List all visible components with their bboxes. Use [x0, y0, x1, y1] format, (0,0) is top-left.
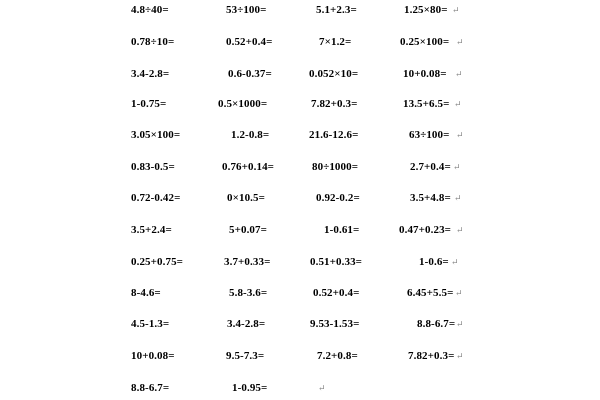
problem: 3.05×100= [131, 129, 181, 141]
problem: 53÷100= [226, 4, 267, 16]
paragraph-mark: ↵ [456, 351, 464, 361]
problem: 7×1.2= [319, 36, 352, 48]
problem: 5.1+2.3= [316, 4, 357, 16]
problem: 5+0.07= [229, 224, 267, 236]
problem: 0.51+0.33= [310, 256, 363, 268]
paragraph-mark: ↵ [456, 37, 464, 47]
problem: 5.8-3.6= [229, 287, 268, 299]
problem: 0.52+0.4= [313, 287, 360, 299]
problem: 7.82+0.3= [311, 98, 358, 110]
problem-row [0, 96, 600, 116]
paragraph-mark: ↵ [453, 162, 461, 172]
problem-row [0, 348, 600, 368]
problem: 21.6-12.6= [309, 129, 359, 141]
problem: 0.47+0.23= [399, 224, 452, 236]
paragraph-mark: ↵ [451, 257, 459, 267]
problem-row [0, 190, 600, 210]
paragraph-mark: ↵ [456, 225, 464, 235]
problem: 3.5+4.8= [410, 192, 451, 204]
problem: 63÷100= [409, 129, 450, 141]
paragraph-mark: ↵ [454, 99, 462, 109]
problem: 9.53-1.53= [310, 318, 360, 330]
problem: 1-0.75= [131, 98, 167, 110]
problem: 6.45+5.5= [407, 287, 454, 299]
problem: 0.5×1000= [218, 98, 268, 110]
problem-row [0, 380, 600, 400]
problem-row [0, 2, 600, 22]
problem: 2.7+0.4= [410, 161, 451, 173]
problem: 8-4.6= [131, 287, 161, 299]
paragraph-mark: ↵ [455, 288, 463, 298]
problem: 0.72-0.42= [131, 192, 181, 204]
problem: 3.4-2.8= [227, 318, 266, 330]
problem: 3.4-2.8= [131, 68, 170, 80]
paragraph-mark: ↵ [456, 130, 464, 140]
problem-row [0, 127, 600, 147]
problem: 1-0.95= [232, 382, 268, 394]
problem: 1-0.6= [419, 256, 449, 268]
problem-row [0, 222, 600, 242]
problem: 4.8÷40= [131, 4, 169, 16]
paragraph-mark: ↵ [454, 193, 462, 203]
problem: 0×10.5= [227, 192, 265, 204]
problem: 1-0.61= [324, 224, 360, 236]
problem: 4.5-1.3= [131, 318, 170, 330]
problem: 0.83-0.5= [131, 161, 175, 173]
problem: 0.76+0.14= [222, 161, 275, 173]
problem: 10+0.08= [403, 68, 447, 80]
problem-row [0, 66, 600, 86]
problem: 0.052×10= [309, 68, 359, 80]
problem-row [0, 254, 600, 274]
problem: 8.8-6.7= [417, 318, 456, 330]
problem: 0.92-0.2= [316, 192, 360, 204]
paragraph-mark: ↵ [318, 383, 326, 393]
paragraph-mark: ↵ [455, 69, 463, 79]
problem: 7.82+0.3= [408, 350, 455, 362]
problem-row [0, 316, 600, 336]
problem-row [0, 159, 600, 179]
problem: 1.2-0.8= [231, 129, 270, 141]
problem: 13.5+6.5= [403, 98, 450, 110]
problem: 3.5+2.4= [131, 224, 172, 236]
paragraph-mark: ↵ [452, 5, 460, 15]
problem-row [0, 285, 600, 305]
problem: 0.6-0.37= [228, 68, 272, 80]
problem: 10+0.08= [131, 350, 175, 362]
problem: 7.2+0.8= [317, 350, 358, 362]
problem: 0.78÷10= [131, 36, 175, 48]
problem: 0.25×100= [400, 36, 450, 48]
problem: 1.25×80= [404, 4, 448, 16]
problem: 0.52+0.4= [226, 36, 273, 48]
problem-row [0, 34, 600, 54]
problem: 9.5-7.3= [226, 350, 265, 362]
problem: 3.7+0.33= [224, 256, 271, 268]
problem: 0.25+0.75= [131, 256, 184, 268]
problem: 80÷1000= [312, 161, 359, 173]
paragraph-mark: ↵ [456, 319, 464, 329]
problem: 8.8-6.7= [131, 382, 170, 394]
